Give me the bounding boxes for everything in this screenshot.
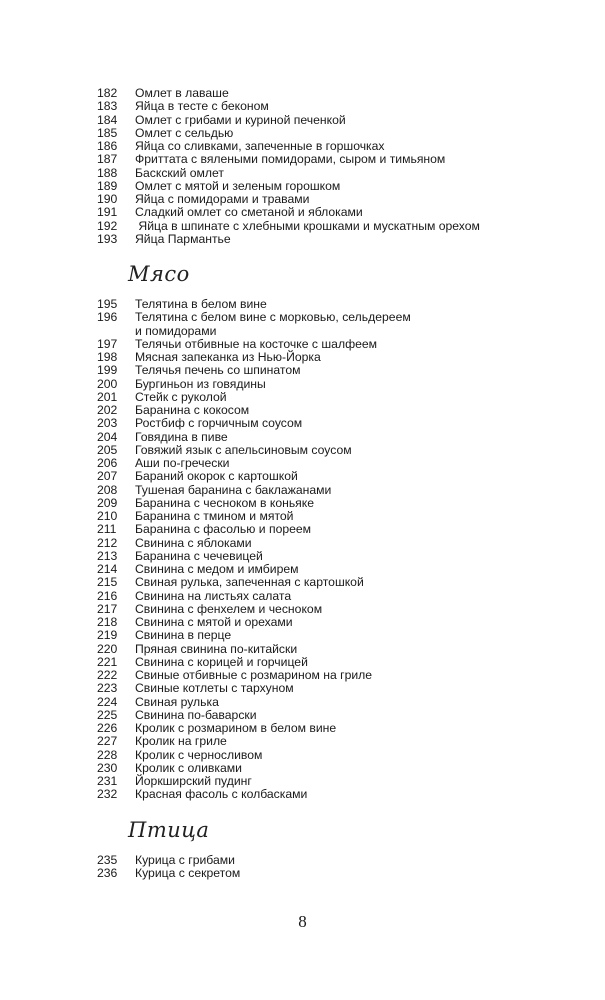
list-item — [97, 338, 517, 351]
list-item — [97, 616, 517, 629]
recipe-title: Баранина с чечевицей — [135, 548, 263, 563]
recipe-page-number: 203 — [97, 416, 118, 431]
recipe-title: Сладкий омлет со сметаной и яблоками — [135, 205, 363, 220]
recipe-title: Яйца с помидорами и травами — [135, 192, 310, 206]
list-item — [97, 762, 517, 775]
list-item — [97, 127, 517, 140]
recipe-page-number: 221 — [97, 654, 118, 669]
recipe-title: Омлет с сельдью — [135, 125, 234, 140]
recipe-title: Кролик с розмарином в белом вине — [135, 721, 337, 735]
recipe-title: Телячьи отбивные на косточке с шалфеем — [135, 336, 378, 351]
recipe-title: Курица с секретом — [135, 866, 241, 881]
recipe-page-number: 209 — [97, 495, 118, 510]
list-item — [97, 550, 517, 563]
list-item — [97, 576, 517, 589]
section-heading-meat: Мясо — [128, 262, 190, 286]
recipe-title: Свинина на листьях салата — [135, 588, 292, 603]
recipe-page-number: 218 — [97, 615, 118, 629]
list-item — [97, 722, 517, 735]
recipe-page-number: 235 — [97, 853, 118, 867]
section-heading-poultry: Птица — [128, 818, 210, 842]
recipe-title: Кролик с черносливом — [135, 747, 263, 762]
list-item — [97, 563, 517, 576]
list-item — [97, 180, 517, 193]
list-item — [97, 497, 517, 510]
recipe-title: Омлет с грибами и куриной печенкой — [135, 112, 346, 127]
recipe-page-number: 183 — [97, 99, 118, 114]
recipe-title: Омлет в лаваше — [135, 86, 229, 100]
recipe-page-number: 224 — [97, 694, 118, 709]
list-item — [97, 457, 517, 470]
recipe-title: Мясная запеканка из Нью-Йорка — [135, 350, 321, 364]
recipe-page-number: 207 — [97, 469, 118, 484]
recipe-page-number: 216 — [97, 588, 118, 603]
recipe-page-number: 202 — [97, 403, 118, 417]
recipe-page-number: 193 — [97, 231, 118, 246]
recipe-title: Свинина по-баварски — [135, 707, 257, 722]
list-item — [97, 470, 517, 483]
recipe-page-number: 190 — [97, 192, 118, 206]
recipe-page-number: 185 — [97, 125, 118, 140]
recipe-title: Свинина с фенхелем и чесноком — [135, 601, 323, 616]
recipe-title: Баранина с тмином и мятой — [135, 509, 294, 523]
list-item — [97, 431, 517, 444]
recipe-page-number: 200 — [97, 376, 118, 391]
list-item — [97, 206, 517, 219]
list-item — [97, 417, 517, 430]
list-item — [97, 696, 517, 709]
list-item — [97, 510, 517, 523]
recipe-page-number: 197 — [97, 336, 118, 351]
recipe-title: Кролик на гриле — [135, 734, 227, 749]
recipe-title: Свиная рулька — [135, 694, 219, 709]
section-poultry-list — [97, 854, 517, 881]
recipe-title: Баскский омлет — [135, 165, 224, 180]
recipe-title: Свинина с яблоками — [135, 535, 252, 550]
list-item — [97, 788, 517, 801]
recipe-title: Аши по-гречески — [135, 456, 230, 470]
list-item — [97, 167, 517, 180]
recipe-page-number: 186 — [97, 139, 118, 153]
list-item — [97, 484, 517, 497]
list-item — [97, 298, 517, 311]
list-item — [97, 854, 517, 867]
recipe-title: Красная фасоль с колбасками — [135, 787, 308, 802]
recipe-page-number: 189 — [97, 178, 118, 193]
recipe-page-number: 228 — [97, 747, 118, 762]
list-item — [97, 603, 517, 616]
section-meat-list — [97, 298, 517, 802]
list-item — [97, 735, 517, 748]
recipe-title: Свинина с мятой и орехами — [135, 615, 293, 629]
list-item — [97, 233, 517, 246]
recipe-title: Тушеная баранина с баклажанами — [135, 482, 332, 497]
recipe-page-number: 184 — [97, 112, 118, 127]
recipe-page-number: 201 — [97, 389, 118, 404]
recipe-title: Говяжий язык с апельсиновым соусом — [135, 442, 352, 457]
list-item — [97, 629, 517, 642]
recipe-page-number: 231 — [97, 774, 118, 788]
recipe-title: Свинина в перце — [135, 628, 232, 643]
recipe-title: и помидорами — [135, 323, 217, 338]
list-item — [97, 590, 517, 603]
recipe-page-number: 199 — [97, 363, 118, 378]
recipe-title: Омлет с мятой и зеленым горошком — [135, 178, 341, 193]
recipe-title: Баранина с чесноком в коньяке — [135, 495, 315, 510]
list-item — [97, 325, 517, 338]
recipe-title: Курица с грибами — [135, 853, 235, 867]
recipe-title: Пряная свинина по-китайски — [135, 641, 298, 656]
list-item — [97, 193, 517, 206]
recipe-page-number: 195 — [97, 297, 118, 311]
recipe-title: Баранина с фасолью и пореем — [135, 522, 312, 537]
recipe-title: Свиная рулька, запеченная с картошкой — [135, 575, 364, 590]
page-number: 8 — [298, 912, 307, 931]
recipe-title: Телятина с белом вине с морковью, сельдереем — [135, 310, 411, 325]
recipe-title: Свинина с медом и имбирем — [135, 562, 299, 576]
list-item — [97, 220, 517, 233]
recipe-page-number: 208 — [97, 482, 118, 497]
recipe-page-number: 211 — [97, 522, 117, 537]
list-item — [97, 709, 517, 722]
list-item — [97, 114, 517, 127]
list-item — [97, 537, 517, 550]
recipe-title: Бараний окорок с картошкой — [135, 469, 298, 484]
recipe-title: Бургиньон из говядины — [135, 376, 266, 391]
recipe-title: Ростбиф с горчичным соусом — [135, 416, 303, 431]
recipe-page-number: 215 — [97, 575, 118, 590]
recipe-title: Баранина с кокосом — [135, 403, 250, 417]
recipe-page-number: 217 — [97, 601, 118, 616]
list-item — [97, 749, 517, 762]
list-item — [97, 391, 517, 404]
list-item — [97, 523, 517, 536]
recipe-title: Йоркширский пудинг — [135, 774, 252, 788]
recipe-page-number: 213 — [97, 548, 118, 563]
recipe-title: Яйца в тесте с беконом — [135, 99, 269, 114]
recipe-page-number: 191 — [97, 205, 118, 220]
recipe-page-number: 225 — [97, 707, 118, 722]
list-item — [97, 364, 517, 377]
recipe-page-number: 226 — [97, 721, 118, 735]
recipe-page-number: 223 — [97, 681, 118, 696]
recipe-page-number: 198 — [97, 350, 118, 364]
recipe-page-number: 236 — [97, 866, 118, 881]
recipe-page-number: 192 — [97, 218, 118, 233]
list-item — [97, 643, 517, 656]
recipe-page-number: 227 — [97, 734, 118, 749]
list-item — [97, 351, 517, 364]
list-item — [97, 669, 517, 682]
list-item — [97, 140, 517, 153]
recipe-page-number — [97, 325, 135, 338]
recipe-title: Яйца в шпинате с хлебными крошками и мускатным орехом — [135, 218, 480, 233]
recipe-title: Свиные отбивные с розмарином на гриле — [135, 668, 373, 682]
list-item — [97, 311, 517, 324]
list-item — [97, 87, 517, 100]
recipe-title: Фриттата с вялеными помидорами, сыром и тимьяном — [135, 152, 446, 167]
recipe-page-number: 204 — [97, 429, 118, 444]
recipe-page-number: 210 — [97, 509, 118, 523]
list-item — [97, 378, 517, 391]
recipe-page-number: 205 — [97, 442, 118, 457]
recipe-page-number: 206 — [97, 456, 118, 470]
recipe-page-number: 219 — [97, 628, 118, 643]
recipe-page-number: 220 — [97, 641, 118, 656]
list-item — [97, 444, 517, 457]
list-item — [97, 153, 517, 166]
recipe-page-number: 230 — [97, 760, 118, 775]
recipe-page-number: 232 — [97, 787, 118, 802]
recipe-title: Телячья печень со шпинатом — [135, 363, 301, 378]
list-item — [97, 682, 517, 695]
recipe-page-number: 182 — [97, 86, 118, 100]
section-eggs-list — [97, 87, 517, 246]
recipe-page-number: 188 — [97, 165, 118, 180]
recipe-title: Яйца Пармантье — [135, 231, 231, 246]
recipe-page-number: 212 — [97, 535, 118, 550]
recipe-page-number: 187 — [97, 152, 118, 167]
recipe-title: Свинина с корицей и горчицей — [135, 654, 308, 669]
recipe-title: Яйца со сливками, запеченные в горшочках — [135, 139, 385, 153]
recipe-title: Свиные котлеты с тархуном — [135, 681, 294, 696]
list-item — [97, 656, 517, 669]
recipe-title: Телятина в белом вине — [135, 297, 267, 311]
recipe-title: Говядина в пиве — [135, 429, 228, 444]
recipe-page-number: 222 — [97, 668, 118, 682]
list-item — [97, 404, 517, 417]
recipe-page-number: 214 — [97, 562, 118, 576]
list-item — [97, 867, 517, 880]
recipe-title: Кролик с оливками — [135, 760, 242, 775]
recipe-page-number: 196 — [97, 310, 118, 325]
recipe-title: Стейк с руколой — [135, 389, 227, 404]
list-item — [97, 100, 517, 113]
list-item — [97, 775, 517, 788]
